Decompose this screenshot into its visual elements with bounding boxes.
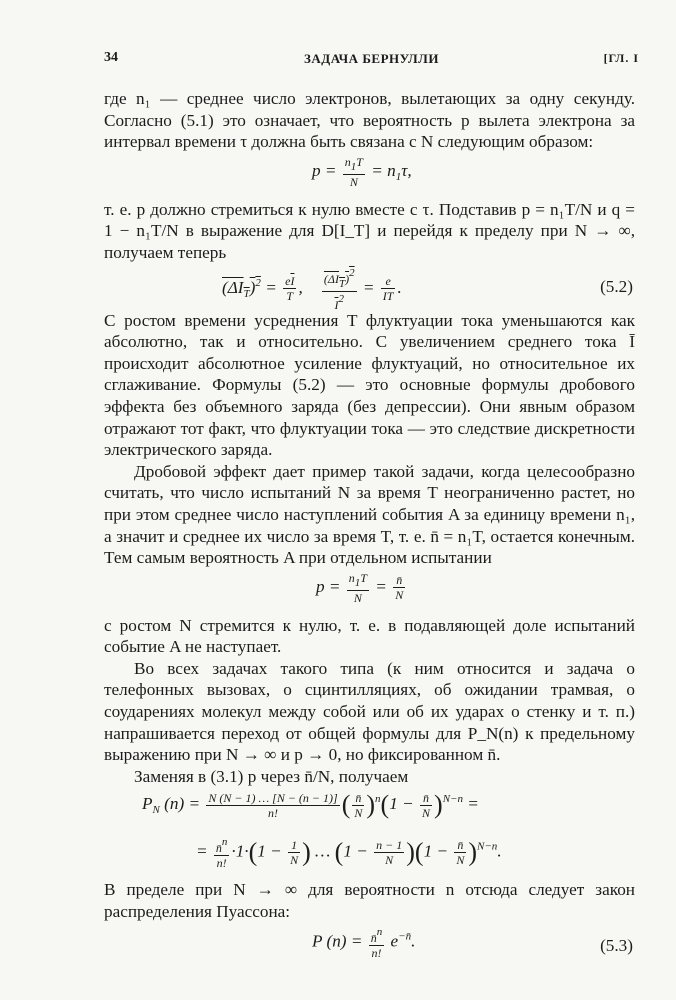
page-number: 34: [104, 50, 118, 65]
paragraph-7: Заменяя в (3.1) p через n̄/N, получаем: [134, 766, 409, 786]
paragraph-6: Во всех задачах такого типа (к ним относится и задача о телефонных вызовах, о сцинтилляциях, об ожидании трамвая, о соударениях молекул между собой или об их ударах о стенку и т. п.) напрашивается переход от общей формулы для P_N(n) к предельному выражению при N → ∞ и p → 0, но фиксированном n̄.: [104, 658, 635, 765]
equation-number-5-2: (5.2): [600, 276, 633, 296]
equation-binomial-expansion: $P_N$ (n) = $\frac{N (N - 1) \dots [N - (n - 1)]}{n!}$ ( $\frac{n̄}{N}$ )$^n$(1 − $\frac{n̄}{N}$ )$^{N-n}$ = = $\frac{n̄n}{n!}$ ·1·(1 − $\frac{1}{N}$ ) … (1 − $\frac{n - 1}{N}$ )(1 − $\frac{n̄}{N}$ )$^{N-n}$.: [142, 790, 502, 871]
page-body: [104, 88, 635, 969]
paragraph-2: т. е. p должно стремиться к нулю вместе с τ. Подставив p = n₁T/N и q = 1 − n₁T/N в выражение для D[I_T] и перейдя к пределу при N → ∞, получаем теперь: [104, 199, 635, 262]
equation-p: p = $\frac{n1T}{N}$ = $n_1\tau$,: [312, 154, 412, 189]
running-title: ЗАДАЧА БЕРНУЛЛИ: [304, 51, 439, 66]
chapter-label: [ГЛ. I: [603, 51, 639, 65]
paragraph-8: В пределе при N → ∞ для вероятности n отсюда следует закон распределения Пуассона:: [104, 880, 635, 922]
equation-p-limit: p = $\frac{n1T}{N}$ = $\frac{n̄}{N}$: [316, 570, 404, 605]
page-header: [104, 50, 639, 72]
equation-number-5-3: (5.3): [600, 935, 633, 955]
paragraph-1: где n₁ — среднее число электронов, вылетающих за одну секунду. Согласно (5.1) это означает, что вероятность p вылета электрона за интервал времени τ должна быть связана с N следующим образом:: [104, 89, 635, 152]
paragraph-4: Дробовой эффект дает пример такой задачи, когда целесообразно считать, что число испытаний N за время T неограниченно растет, но при этом среднее число наступлений события A за единицу времени n₁, а значит и среднее их число за время T, т. е. n̄ = n₁T, остается конечным. Тем самым вероятность A при отдельном испытании: [104, 461, 635, 568]
paragraph-5: с ростом N стремится к нулю, т. е. в подавляющей доле испытаний событие A не наступает.: [104, 615, 635, 657]
equation-5-3: P (n) = $\frac{n̄n}{n!}$ $e^{-n̄}$. (5.3): [312, 925, 633, 960]
paragraph-3: С ростом времени усреднения T флуктуации тока уменьшаются как абсолютно, так и относительно. С увеличением среднего тока Ī происходит абсолютное усиление флуктуаций, но относительное их сглаживание. Формулы (5.2) — это основные формулы дробового эффекта без объемного заряда (без депрессии). Они явным образом отражают тот факт, что флуктуации тока — это следствие дискретности электрического заряда.: [104, 310, 635, 460]
equation-5-2: $(\Delta I_T)^2$ = $\frac{e\overline{I}}{T}$ , $\frac{\text{(ΔIT)2}}{\overline{I}2}$ = $\frac{e}{\overline{I}T}$ . (5.2): [222, 266, 633, 312]
